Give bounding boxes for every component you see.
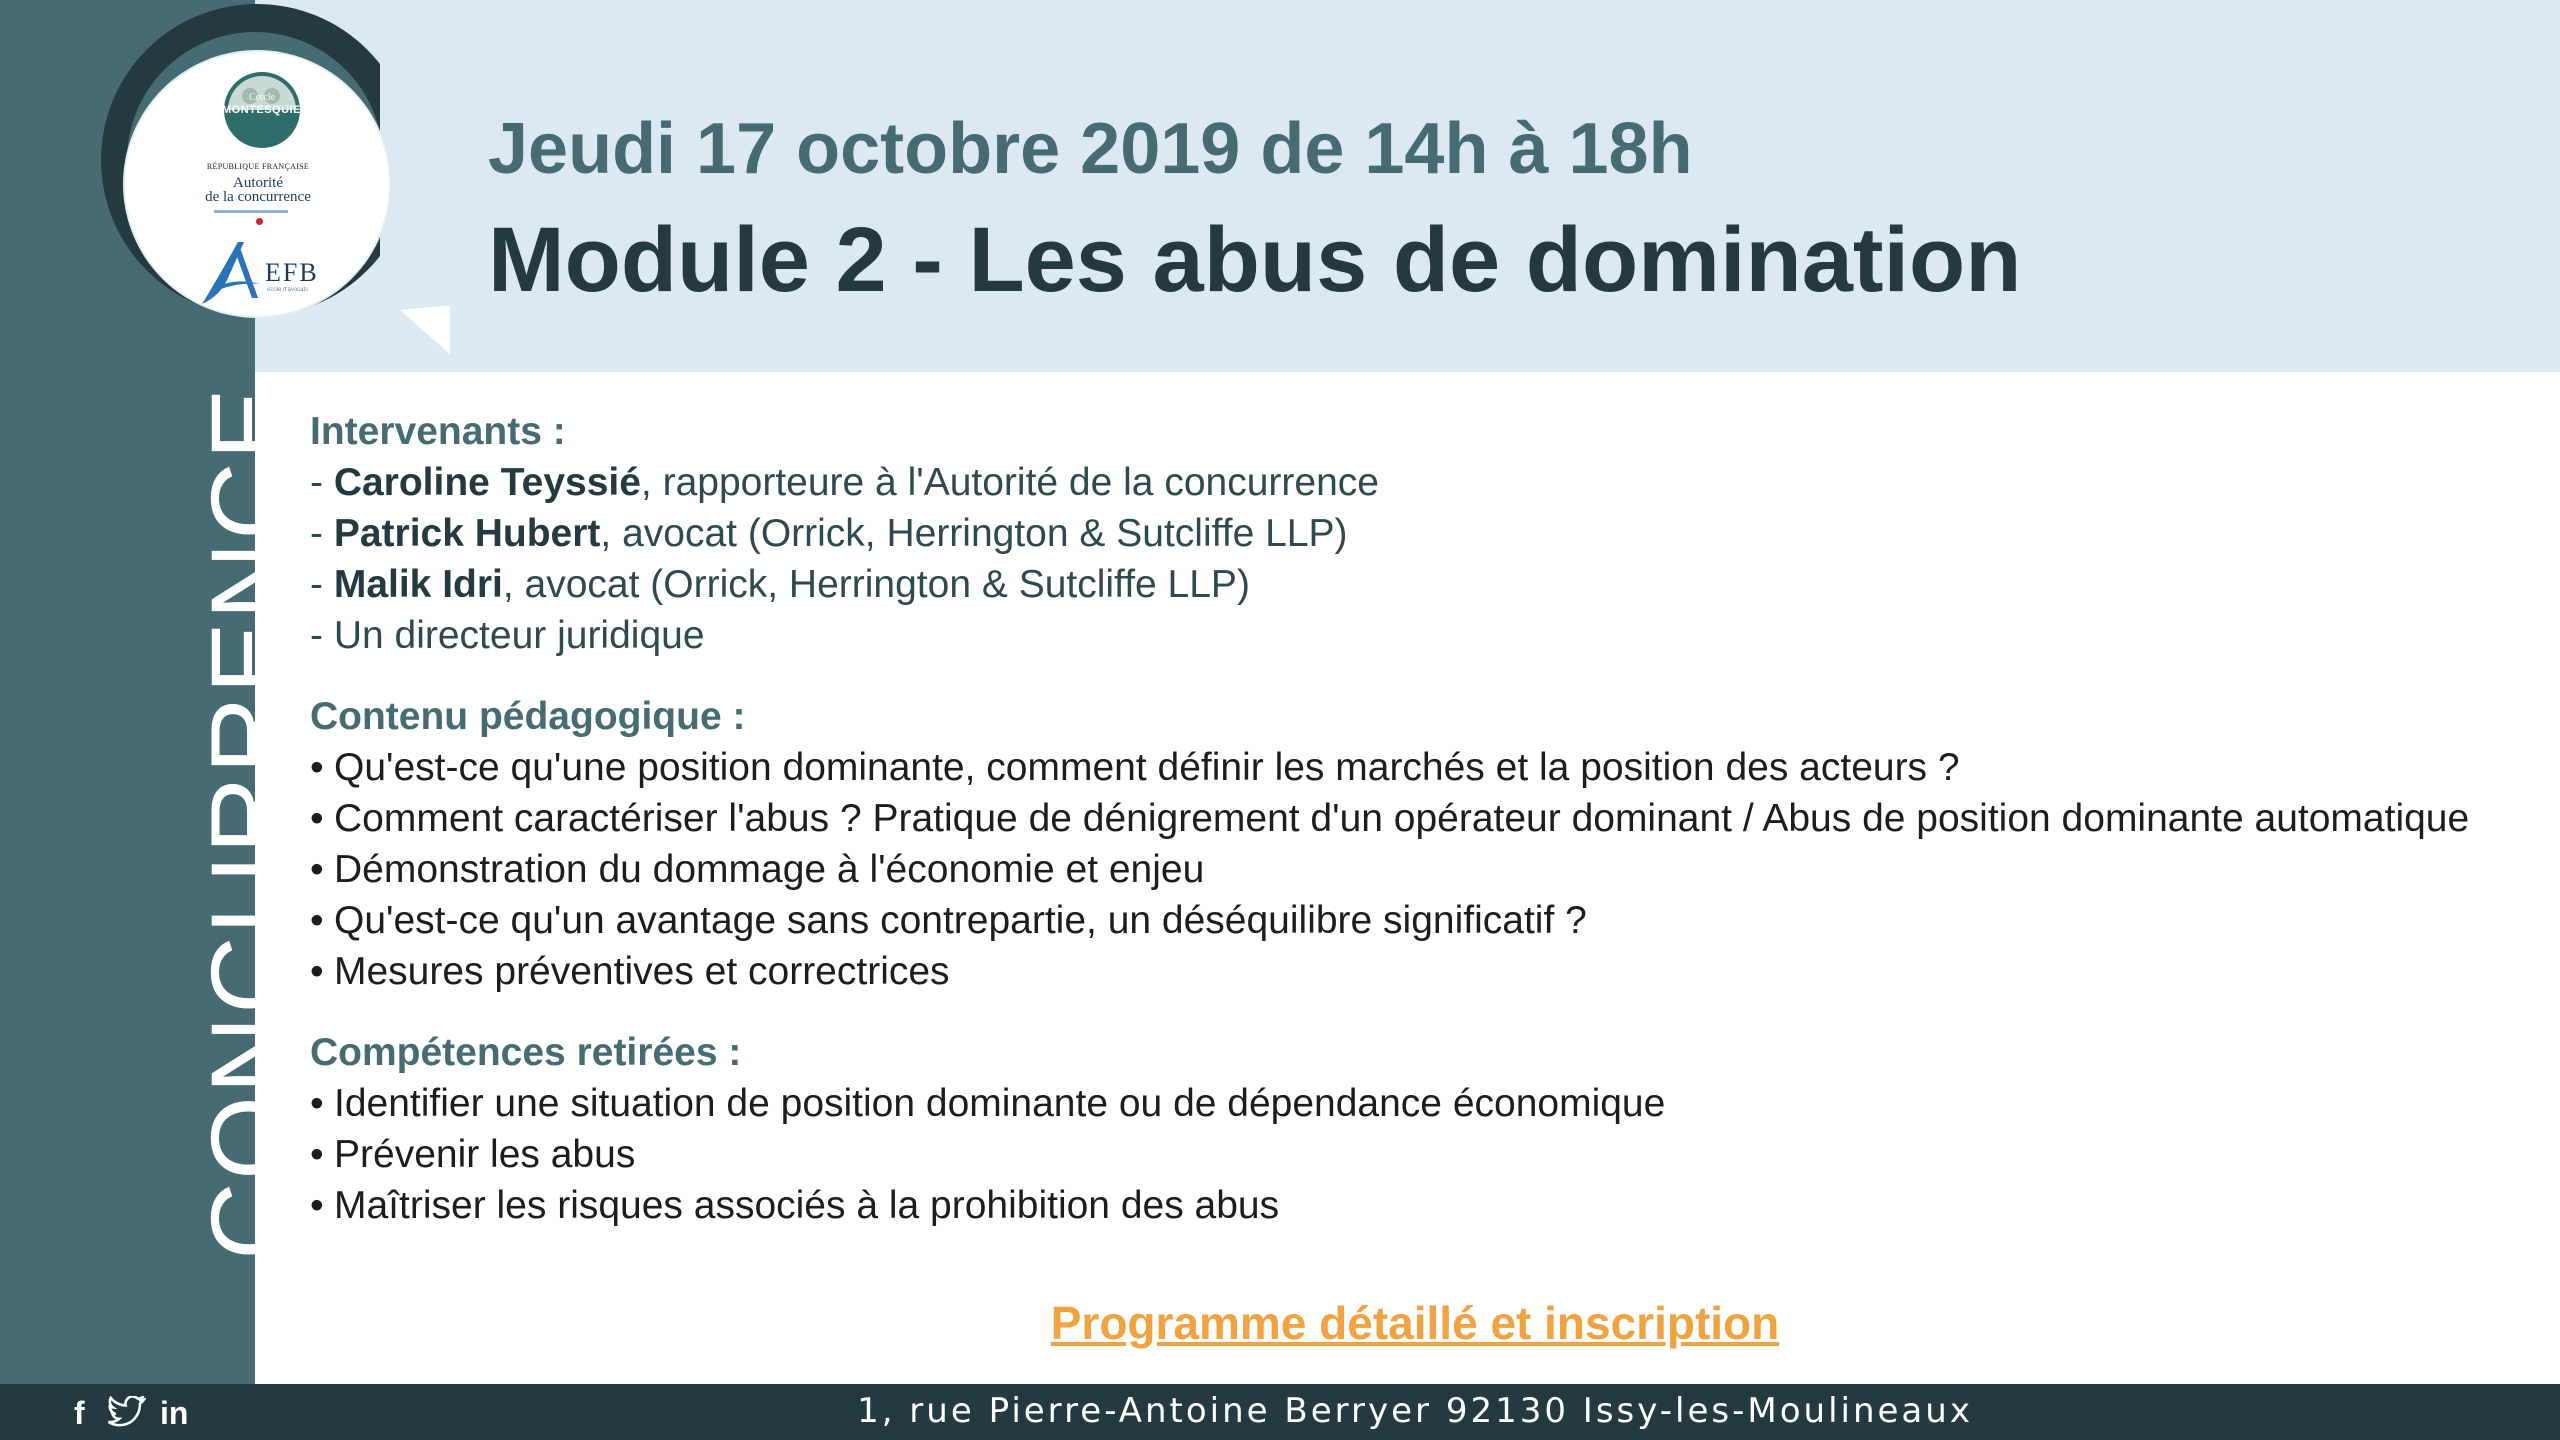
speaker-item: - Malik Idri, avocat (Orrick, Herrington & Sutcliffe LLP) [310, 563, 1250, 606]
adlc-bar [214, 210, 288, 213]
competences-heading: Compétences retirées : [310, 1031, 742, 1074]
contenu-list [310, 742, 2510, 997]
contenu-heading: Contenu pédagogique : [310, 695, 746, 738]
intervenants-heading: Intervenants : [310, 410, 566, 453]
list-item: • Qu'est-ce qu'un avantage sans contrepartie, un déséquilibre significatif ? [310, 895, 2510, 946]
adlc-line-2: de la concurrence [205, 189, 311, 205]
facebook-icon[interactable]: f [74, 1395, 85, 1431]
list-item: • Maîtriser les risques associés à la prohibition des abus [310, 1180, 2510, 1231]
list-item: • Démonstration du dommage à l'économie et enjeu [310, 844, 2510, 895]
speaker-item: - Un directeur juridique [310, 614, 705, 657]
spacer [310, 997, 2510, 1027]
page-title: Module 2 - Les abus de domination [488, 209, 2022, 311]
list-item: • Mesures préventives et correctrices [310, 946, 2510, 997]
efb-text: EFB [265, 258, 319, 287]
montesquieu-name: MONTESQUIEU [222, 104, 310, 116]
list-item: • Comment caractériser l'abus ? Pratique de dénigrement d'un opérateur dominant / Abus de position dominante automatique [310, 793, 2510, 844]
content-body [310, 406, 2510, 1231]
speaker-item: - Patrick Hubert, avocat (Orrick, Herrington & Sutcliffe LLP) [310, 512, 1348, 555]
competences-list [310, 1078, 2510, 1231]
footer-address: 1, rue Pierre-Antoine Berryer 92130 Issy-les-Moulineaux [857, 1391, 1973, 1431]
adlc-line-1: Autorité [233, 175, 283, 191]
event-date: Jeudi 17 octobre 2019 de 14h à 18h [488, 109, 1693, 189]
efb-logo-icon [198, 238, 262, 308]
linkedin-icon[interactable]: in [160, 1395, 189, 1431]
efb-subtitle: école d'avocats [267, 287, 309, 293]
spacer [310, 661, 2510, 691]
speaker-item: - Caroline Teyssié, rapporteure à l'Autorité de la concurrence [310, 461, 1379, 504]
montesquieu-cercle: Cercle [248, 92, 276, 103]
list-item: • Qu'est-ce qu'une position dominante, comment définir les marchés et la position des acteurs ? [310, 742, 2510, 793]
sidebar-label: CONCURRENCE [188, 385, 309, 1260]
list-item: • Identifier une situation de position dominante ou de dépendance économique [310, 1078, 2510, 1129]
intervenants-list [310, 457, 2510, 661]
list-item: • Prévenir les abus [310, 1129, 2510, 1180]
adlc-dot [256, 218, 263, 225]
registration-link[interactable]: Programme détaillé et inscription [1050, 1297, 1780, 1349]
adlc-republique: RÉPUBLIQUE FRANÇAISE [206, 162, 310, 171]
